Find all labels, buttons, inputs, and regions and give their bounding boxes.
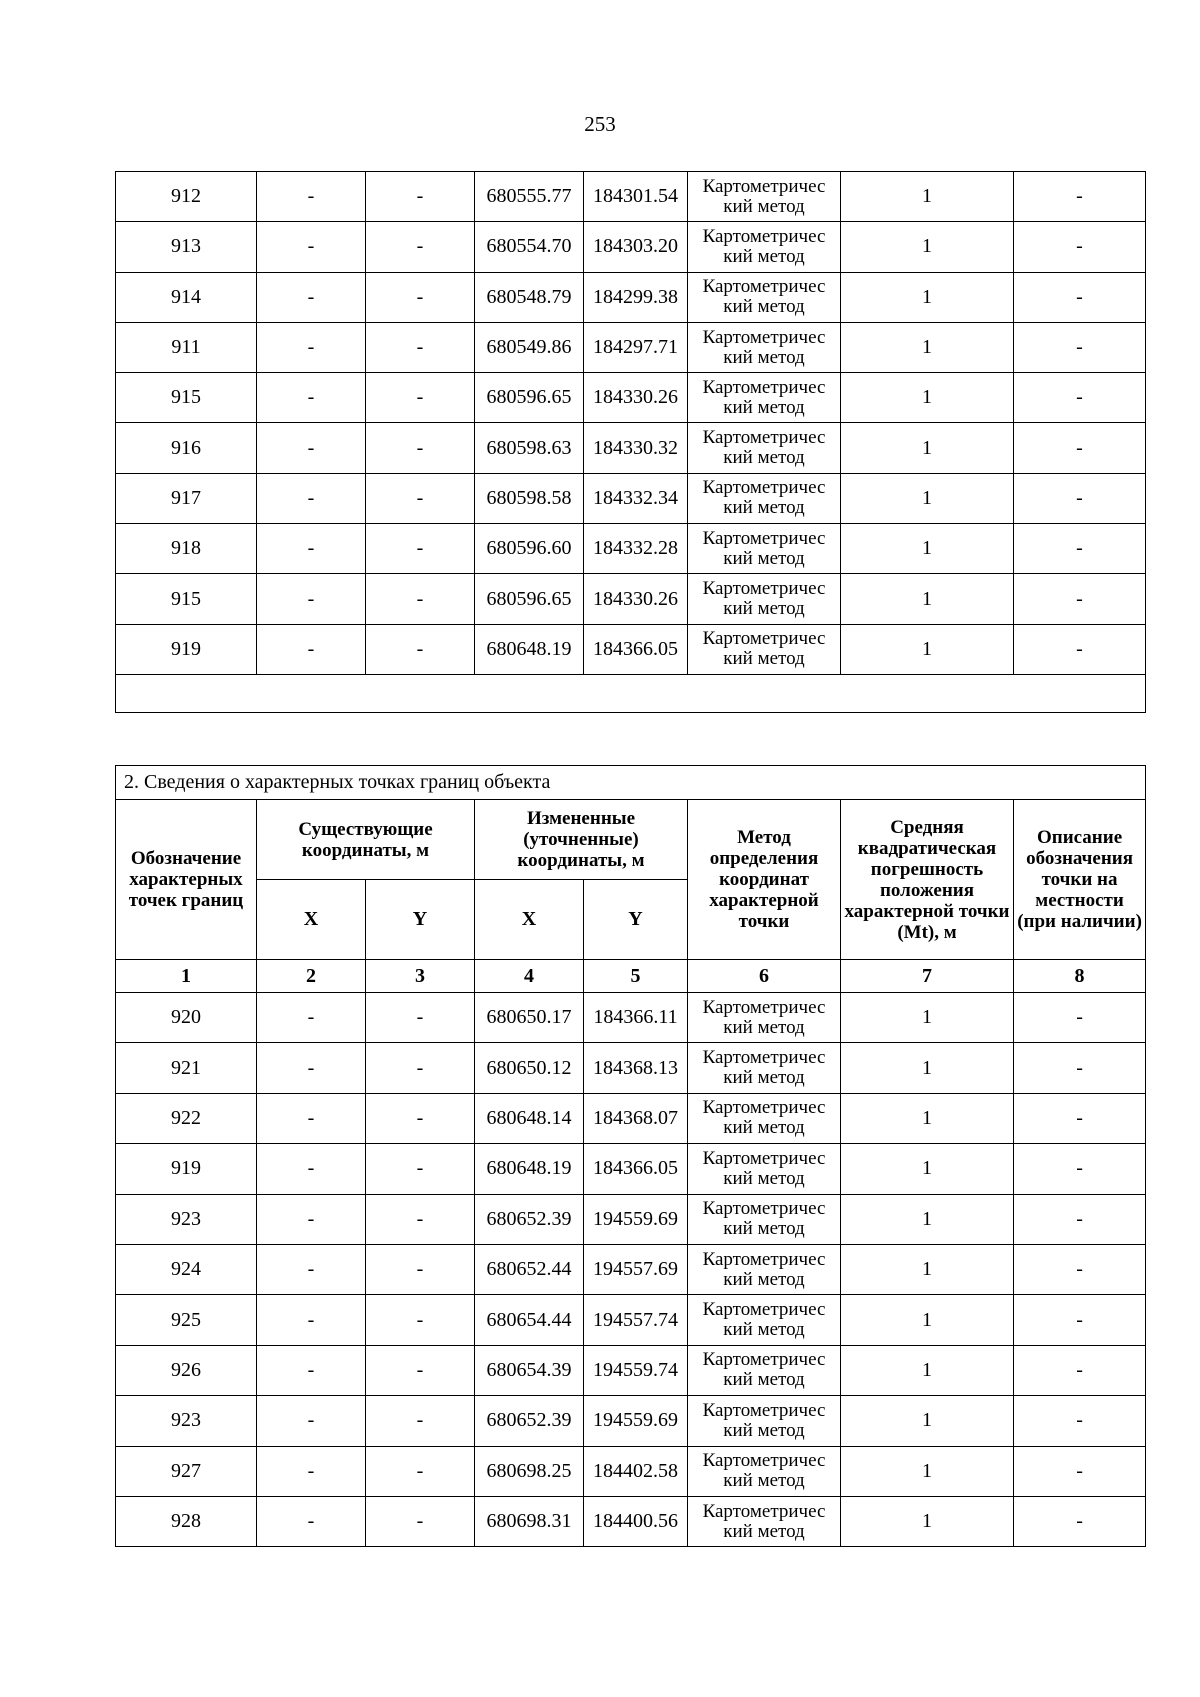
method-cell: Картометричес кий метод xyxy=(688,1043,841,1093)
existing-y-cell: - xyxy=(366,1093,475,1143)
table-row xyxy=(116,322,1146,372)
method-cell: Картометричес кий метод xyxy=(688,172,841,222)
point-id-cell: 912 xyxy=(116,172,257,222)
table-footer-row xyxy=(116,674,1146,712)
section-title-row xyxy=(116,766,1146,800)
error-cell: 1 xyxy=(841,1144,1014,1194)
table-row xyxy=(116,1396,1146,1446)
method-cell: Картометричес кий метод xyxy=(688,322,841,372)
changed-y-cell: 194557.74 xyxy=(584,1295,688,1345)
description-cell: - xyxy=(1014,373,1146,423)
changed-x-cell: 680596.65 xyxy=(475,373,584,423)
method-cell: Картометричес кий метод xyxy=(688,1496,841,1546)
changed-y-cell: 184297.71 xyxy=(584,322,688,372)
changed-y-cell: 194559.74 xyxy=(584,1345,688,1395)
existing-y-cell: - xyxy=(366,1144,475,1194)
existing-x-cell: - xyxy=(257,373,366,423)
error-cell: 1 xyxy=(841,1194,1014,1244)
description-cell: - xyxy=(1014,1194,1146,1244)
existing-x-cell: - xyxy=(257,1194,366,1244)
header-error: Средняя квадратическая погрешность положения характерной точки (Mt), м xyxy=(841,800,1014,960)
existing-y-cell: - xyxy=(366,423,475,473)
description-cell: - xyxy=(1014,1496,1146,1546)
point-id-cell: 928 xyxy=(116,1496,257,1546)
method-cell: Картометричес кий метод xyxy=(688,993,841,1043)
table-row xyxy=(116,373,1146,423)
changed-x-cell: 680549.86 xyxy=(475,322,584,372)
error-cell: 1 xyxy=(841,373,1014,423)
point-id-cell: 919 xyxy=(116,1144,257,1194)
existing-x-cell: - xyxy=(257,1345,366,1395)
existing-y-cell: - xyxy=(366,1295,475,1345)
existing-y-cell: - xyxy=(366,172,475,222)
existing-x-cell: - xyxy=(257,172,366,222)
changed-x-cell: 680598.63 xyxy=(475,423,584,473)
changed-x-cell: 680555.77 xyxy=(475,172,584,222)
method-cell: Картометричес кий метод xyxy=(688,373,841,423)
existing-y-cell: - xyxy=(366,373,475,423)
header-existing-coords: Существующие координаты, м xyxy=(257,800,475,880)
changed-x-cell: 680654.39 xyxy=(475,1345,584,1395)
changed-x-cell: 680648.19 xyxy=(475,1144,584,1194)
existing-y-cell: - xyxy=(366,1244,475,1294)
existing-x-cell: - xyxy=(257,1144,366,1194)
changed-y-cell: 184299.38 xyxy=(584,272,688,322)
table-row xyxy=(116,423,1146,473)
changed-y-cell: 184330.26 xyxy=(584,373,688,423)
error-cell: 1 xyxy=(841,624,1014,674)
empty-cell xyxy=(116,674,1146,712)
existing-x-cell: - xyxy=(257,1396,366,1446)
error-cell: 1 xyxy=(841,423,1014,473)
method-cell: Картометричес кий метод xyxy=(688,1244,841,1294)
table-row xyxy=(116,1295,1146,1345)
method-cell: Картометричес кий метод xyxy=(688,222,841,272)
description-cell: - xyxy=(1014,1446,1146,1496)
table-row xyxy=(116,1194,1146,1244)
description-cell: - xyxy=(1014,272,1146,322)
existing-x-cell: - xyxy=(257,272,366,322)
changed-y-cell: 184332.34 xyxy=(584,473,688,523)
description-cell: - xyxy=(1014,624,1146,674)
changed-y-cell: 184330.26 xyxy=(584,574,688,624)
changed-y-cell: 184303.20 xyxy=(584,222,688,272)
existing-y-cell: - xyxy=(366,322,475,372)
error-cell: 1 xyxy=(841,1295,1014,1345)
description-cell: - xyxy=(1014,473,1146,523)
error-cell: 1 xyxy=(841,272,1014,322)
table-row xyxy=(116,473,1146,523)
column-number: 2 xyxy=(257,960,366,993)
existing-y-cell: - xyxy=(366,222,475,272)
changed-x-cell: 680548.79 xyxy=(475,272,584,322)
changed-y-cell: 194557.69 xyxy=(584,1244,688,1294)
existing-x-cell: - xyxy=(257,993,366,1043)
method-cell: Картометричес кий метод xyxy=(688,524,841,574)
header-changed-x: X xyxy=(475,880,584,960)
column-number-row xyxy=(116,960,1146,993)
description-cell: - xyxy=(1014,322,1146,372)
changed-x-cell: 680598.58 xyxy=(475,473,584,523)
header-method: Метод определения координат характерной точки xyxy=(688,800,841,960)
error-cell: 1 xyxy=(841,222,1014,272)
table-row xyxy=(116,272,1146,322)
error-cell: 1 xyxy=(841,172,1014,222)
description-cell: - xyxy=(1014,1345,1146,1395)
changed-y-cell: 184366.11 xyxy=(584,993,688,1043)
existing-y-cell: - xyxy=(366,993,475,1043)
existing-y-cell: - xyxy=(366,473,475,523)
table-row xyxy=(116,524,1146,574)
point-id-cell: 924 xyxy=(116,1244,257,1294)
header-changed-coords: Измененные (уточненные) координаты, м xyxy=(475,800,688,880)
existing-y-cell: - xyxy=(366,1446,475,1496)
section-title: 2. Сведения о характерных точках границ объекта xyxy=(116,766,1146,800)
changed-x-cell: 680698.31 xyxy=(475,1496,584,1546)
point-id-cell: 922 xyxy=(116,1093,257,1143)
page-number: 253 xyxy=(584,112,616,136)
error-cell: 1 xyxy=(841,1093,1014,1143)
header-row-main xyxy=(116,800,1146,880)
method-cell: Картометричес кий метод xyxy=(688,1396,841,1446)
table-body xyxy=(116,172,1146,675)
table-row xyxy=(116,1244,1146,1294)
existing-y-cell: - xyxy=(366,574,475,624)
point-id-cell: 921 xyxy=(116,1043,257,1093)
header-point-designation: Обозначение характерных точек границ xyxy=(116,800,257,960)
point-id-cell: 919 xyxy=(116,624,257,674)
point-id-cell: 915 xyxy=(116,373,257,423)
existing-y-cell: - xyxy=(366,524,475,574)
error-cell: 1 xyxy=(841,1396,1014,1446)
method-cell: Картометричес кий метод xyxy=(688,1093,841,1143)
changed-x-cell: 680596.60 xyxy=(475,524,584,574)
table-row xyxy=(116,624,1146,674)
error-cell: 1 xyxy=(841,993,1014,1043)
changed-y-cell: 184366.05 xyxy=(584,1144,688,1194)
column-number: 6 xyxy=(688,960,841,993)
changed-y-cell: 184368.13 xyxy=(584,1043,688,1093)
changed-y-cell: 184366.05 xyxy=(584,624,688,674)
method-cell: Картометричес кий метод xyxy=(688,574,841,624)
point-id-cell: 918 xyxy=(116,524,257,574)
header-existing-x: X xyxy=(257,880,366,960)
existing-x-cell: - xyxy=(257,1496,366,1546)
changed-x-cell: 680554.70 xyxy=(475,222,584,272)
error-cell: 1 xyxy=(841,1345,1014,1395)
existing-x-cell: - xyxy=(257,1446,366,1496)
method-cell: Картометричес кий метод xyxy=(688,624,841,674)
description-cell: - xyxy=(1014,423,1146,473)
existing-y-cell: - xyxy=(366,1345,475,1395)
table-row xyxy=(116,1144,1146,1194)
method-cell: Картометричес кий метод xyxy=(688,473,841,523)
existing-x-cell: - xyxy=(257,322,366,372)
existing-x-cell: - xyxy=(257,222,366,272)
description-cell: - xyxy=(1014,1396,1146,1446)
description-cell: - xyxy=(1014,222,1146,272)
point-id-cell: 925 xyxy=(116,1295,257,1345)
description-cell: - xyxy=(1014,1144,1146,1194)
table-row xyxy=(116,574,1146,624)
point-id-cell: 917 xyxy=(116,473,257,523)
header-existing-y: Y xyxy=(366,880,475,960)
changed-x-cell: 680652.39 xyxy=(475,1194,584,1244)
column-number: 4 xyxy=(475,960,584,993)
changed-x-cell: 680654.44 xyxy=(475,1295,584,1345)
point-id-cell: 920 xyxy=(116,993,257,1043)
existing-x-cell: - xyxy=(257,423,366,473)
existing-x-cell: - xyxy=(257,1295,366,1345)
existing-x-cell: - xyxy=(257,574,366,624)
point-id-cell: 914 xyxy=(116,272,257,322)
changed-y-cell: 184400.56 xyxy=(584,1496,688,1546)
column-number: 3 xyxy=(366,960,475,993)
existing-y-cell: - xyxy=(366,1396,475,1446)
changed-x-cell: 680650.12 xyxy=(475,1043,584,1093)
table-row xyxy=(116,222,1146,272)
point-id-cell: 911 xyxy=(116,322,257,372)
method-cell: Картометричес кий метод xyxy=(688,1295,841,1345)
table-row xyxy=(116,1043,1146,1093)
existing-y-cell: - xyxy=(366,1043,475,1093)
changed-y-cell: 184301.54 xyxy=(584,172,688,222)
existing-y-cell: - xyxy=(366,1194,475,1244)
method-cell: Картометричес кий метод xyxy=(688,1446,841,1496)
error-cell: 1 xyxy=(841,574,1014,624)
changed-x-cell: 680698.25 xyxy=(475,1446,584,1496)
changed-x-cell: 680652.44 xyxy=(475,1244,584,1294)
description-cell: - xyxy=(1014,993,1146,1043)
table-row xyxy=(116,1093,1146,1143)
error-cell: 1 xyxy=(841,524,1014,574)
existing-y-cell: - xyxy=(366,1496,475,1546)
header-changed-y: Y xyxy=(584,880,688,960)
description-cell: - xyxy=(1014,524,1146,574)
existing-x-cell: - xyxy=(257,624,366,674)
table-row xyxy=(116,1345,1146,1395)
description-cell: - xyxy=(1014,1093,1146,1143)
changed-y-cell: 194559.69 xyxy=(584,1396,688,1446)
description-cell: - xyxy=(1014,1244,1146,1294)
error-cell: 1 xyxy=(841,1496,1014,1546)
table-row xyxy=(116,1496,1146,1546)
description-cell: - xyxy=(1014,172,1146,222)
column-number: 5 xyxy=(584,960,688,993)
changed-x-cell: 680596.65 xyxy=(475,574,584,624)
point-id-cell: 913 xyxy=(116,222,257,272)
point-id-cell: 915 xyxy=(116,574,257,624)
point-id-cell: 926 xyxy=(116,1345,257,1395)
changed-x-cell: 680650.17 xyxy=(475,993,584,1043)
column-number: 1 xyxy=(116,960,257,993)
method-cell: Картометричес кий метод xyxy=(688,423,841,473)
coordinates-table-continued xyxy=(115,171,1146,713)
method-cell: Картометричес кий метод xyxy=(688,1345,841,1395)
point-id-cell: 927 xyxy=(116,1446,257,1496)
changed-y-cell: 184368.07 xyxy=(584,1093,688,1143)
table-row xyxy=(116,993,1146,1043)
changed-y-cell: 184402.58 xyxy=(584,1446,688,1496)
table-row xyxy=(116,172,1146,222)
table-row xyxy=(116,1446,1146,1496)
existing-x-cell: - xyxy=(257,1043,366,1093)
error-cell: 1 xyxy=(841,1043,1014,1093)
changed-x-cell: 680648.14 xyxy=(475,1093,584,1143)
changed-y-cell: 194559.69 xyxy=(584,1194,688,1244)
error-cell: 1 xyxy=(841,322,1014,372)
method-cell: Картометричес кий метод xyxy=(688,272,841,322)
description-cell: - xyxy=(1014,574,1146,624)
changed-y-cell: 184332.28 xyxy=(584,524,688,574)
boundary-points-table xyxy=(115,765,1146,1547)
existing-y-cell: - xyxy=(366,624,475,674)
description-cell: - xyxy=(1014,1295,1146,1345)
method-cell: Картометричес кий метод xyxy=(688,1144,841,1194)
error-cell: 1 xyxy=(841,1446,1014,1496)
error-cell: 1 xyxy=(841,1244,1014,1294)
existing-x-cell: - xyxy=(257,473,366,523)
point-id-cell: 923 xyxy=(116,1396,257,1446)
point-id-cell: 923 xyxy=(116,1194,257,1244)
method-cell: Картометричес кий метод xyxy=(688,1194,841,1244)
column-number: 7 xyxy=(841,960,1014,993)
description-cell: - xyxy=(1014,1043,1146,1093)
column-number: 8 xyxy=(1014,960,1146,993)
error-cell: 1 xyxy=(841,473,1014,523)
table-body xyxy=(116,993,1146,1547)
existing-x-cell: - xyxy=(257,1244,366,1294)
changed-y-cell: 184330.32 xyxy=(584,423,688,473)
existing-x-cell: - xyxy=(257,1093,366,1143)
existing-x-cell: - xyxy=(257,524,366,574)
changed-x-cell: 680648.19 xyxy=(475,624,584,674)
existing-y-cell: - xyxy=(366,272,475,322)
header-description: Описание обозначения точки на местности (при наличии) xyxy=(1014,800,1146,960)
changed-x-cell: 680652.39 xyxy=(475,1396,584,1446)
point-id-cell: 916 xyxy=(116,423,257,473)
